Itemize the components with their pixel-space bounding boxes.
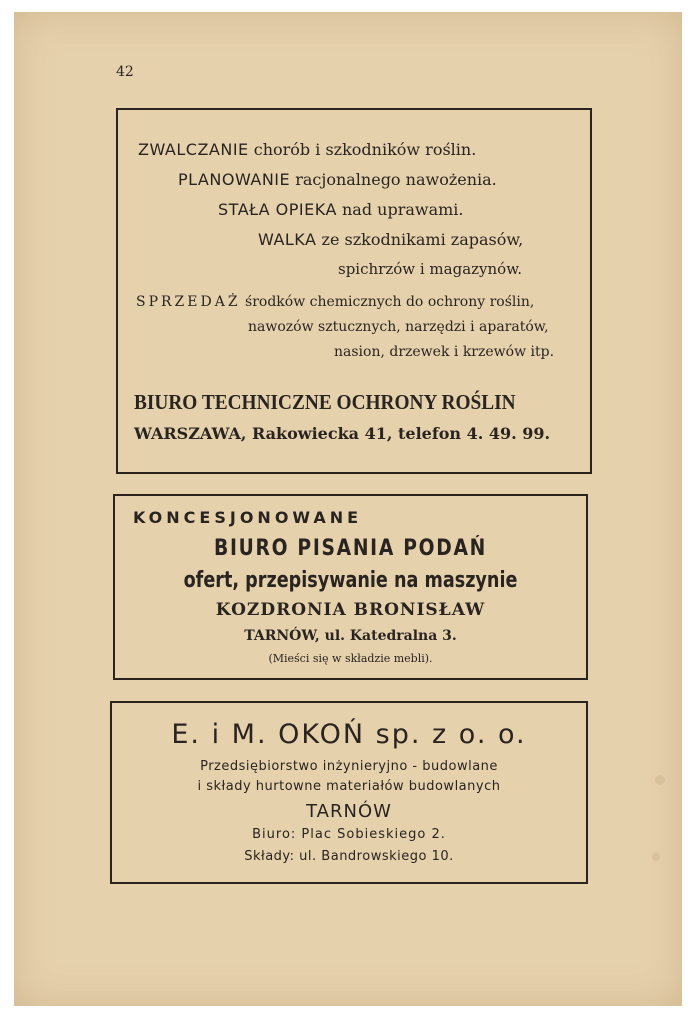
- ad1-line-3-rest: nad uprawami.: [336, 200, 464, 219]
- ad-okon-company: [110, 701, 588, 884]
- ad1-line-1-rest: chorób i szkodników roślin.: [248, 140, 477, 159]
- ad1-line-5: spichrzów i magazynów.: [338, 260, 523, 278]
- ad2-line-4: KOZDRONIA BRONISŁAW: [215, 600, 486, 620]
- ad2-line-6: (Mieści się w składzie mebli).: [268, 652, 433, 665]
- ad1-address: WARSZAWA, Rakowiecka 41, telefon 4. 49. 99.: [134, 424, 551, 443]
- ad1-line-6: [136, 294, 534, 310]
- ad1-line-2: [178, 170, 497, 189]
- ad3-line-1: E. i M. OKOŃ sp. z o. o.: [171, 719, 527, 750]
- ad1-line-2-rest: racjonalnego nawożenia.: [290, 170, 497, 189]
- ad1-line-7: nawozów sztucznych, narzędzi i aparatów,: [248, 319, 549, 335]
- ad3-line-6: Składy: ul. Bandrowskiego 10.: [244, 849, 454, 864]
- ad1-company-name: BIURO TECHNICZNE OCHRONY ROŚLIN: [134, 390, 516, 414]
- ad1-line-3: [218, 200, 464, 219]
- ad1-line-1-caps: ZWALCZANIE: [138, 140, 249, 159]
- ad-typing-office: [113, 494, 588, 680]
- ad1-line-4: [258, 230, 523, 249]
- ad1-line-8: nasion, drzewek i krzewów itp.: [334, 344, 555, 360]
- ad3-line-2: Przedsiębiorstwo inżynieryjno - budowlane: [200, 759, 498, 774]
- paper-hole-mark: [655, 775, 665, 785]
- ad2-line-3: ofert, przepisywanie na maszynie: [183, 568, 518, 593]
- ad1-line-6-rest: środków chemicznych do ochrony roślin,: [240, 294, 535, 310]
- ad-plant-protection: [116, 108, 592, 474]
- ad2-line-5: TARNÓW, ul. Katedralna 3.: [244, 628, 457, 644]
- ad3-line-5: Biuro: Plac Sobieskiego 2.: [252, 827, 446, 842]
- ad1-line-6-caps: SPRZEDAŻ: [136, 294, 241, 310]
- ad3-line-4: TARNÓW: [306, 801, 392, 822]
- ad1-line-2-caps: PLANOWANIE: [178, 170, 291, 189]
- ad1-line-4-caps: WALKA: [258, 230, 317, 249]
- ad2-line-2: BIURO PISANIA PODAŃ: [214, 536, 487, 561]
- ad1-line-1: [138, 140, 476, 159]
- paper-hole-mark: [652, 853, 660, 861]
- ad1-line-3-caps: STAŁA OPIEKA: [218, 200, 337, 219]
- ad1-line-4-rest: ze szkodnikami zapasów,: [316, 230, 524, 249]
- page-number: 42: [116, 64, 134, 80]
- ad2-line-1: KONCESJONOWANE: [133, 508, 363, 527]
- ad3-line-3: i składy hurtowne materiałów budowlanych: [197, 779, 501, 794]
